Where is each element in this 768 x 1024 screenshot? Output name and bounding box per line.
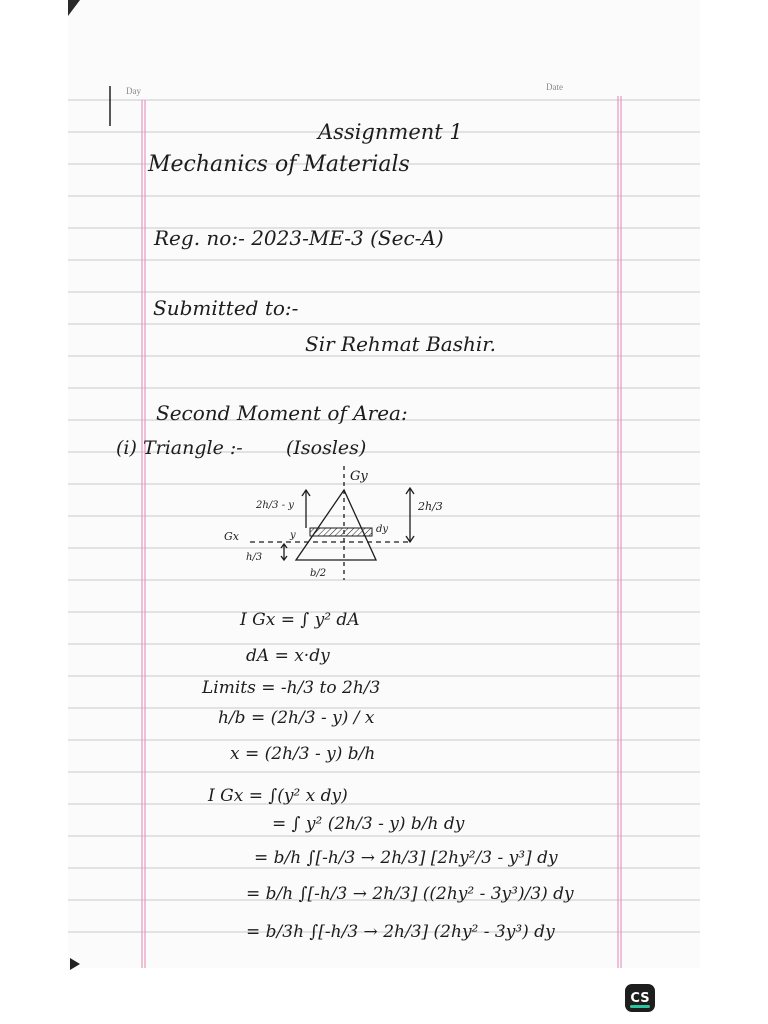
assignment-title: Assignment 1 <box>318 120 463 144</box>
triangle-shape <box>296 490 376 560</box>
date-label: Date <box>546 82 563 92</box>
camscanner-logo-bar <box>630 1005 650 1008</box>
derivation-line: x = (2h/3 - y) b/h <box>230 744 376 764</box>
part-label: (i) Triangle :- <box>116 437 243 459</box>
derivation-line: dA = x·dy <box>246 646 330 666</box>
strip-element <box>310 528 372 536</box>
base-label: b/2 <box>310 568 327 579</box>
strip-y-label: y <box>290 530 296 541</box>
derivation-line: = ∫ y² (2h/3 - y) b/h dy <box>272 814 465 834</box>
day-label: Day <box>126 86 141 96</box>
triangle-figure <box>220 458 460 588</box>
derivation-line: = b/h ∫[-h/3 → 2h/3] [2hy²/3 - y³] dy <box>254 848 558 868</box>
derivation-line: = b/h ∫[-h/3 → 2h/3] ((2hy² - 3y³)/3) dy <box>246 884 574 904</box>
page-corner <box>68 0 80 16</box>
section-heading: Second Moment of Area: <box>156 401 408 425</box>
camscanner-logo-text: CS <box>630 990 650 1006</box>
page-marker-icon <box>70 958 80 970</box>
gy-label: Gy <box>350 469 368 484</box>
part-type: (Isosles) <box>286 437 367 459</box>
derivation-line: h/b = (2h/3 - y) / x <box>218 708 375 728</box>
gx-label: Gx <box>224 530 239 543</box>
derivation-line: I Gx = ∫ y² dA <box>240 610 360 630</box>
right-dim-label: 2h/3 <box>418 500 443 513</box>
derivation-line: = b/3h ∫[-h/3 → 2h/3] (2hy² - 3y³) dy <box>246 922 555 942</box>
derivation-line: I Gx = ∫(y² x dy) <box>208 786 348 806</box>
submitted-to-label: Submitted to:- <box>153 296 299 320</box>
submitted-to-name: Sir Rehmat Bashir. <box>305 332 496 356</box>
camscanner-logo <box>625 984 655 1012</box>
registration-number: Reg. no:- 2023-ME-3 (Sec-A) <box>154 226 444 250</box>
derivation-line: Limits = -h/3 to 2h/3 <box>202 678 381 698</box>
strip-dy-label: dy <box>376 524 389 535</box>
bottom-dim-label: h/3 <box>246 552 263 563</box>
left-dim-label: 2h/3 - y <box>256 500 294 511</box>
course-name: Mechanics of Materials <box>148 152 410 177</box>
